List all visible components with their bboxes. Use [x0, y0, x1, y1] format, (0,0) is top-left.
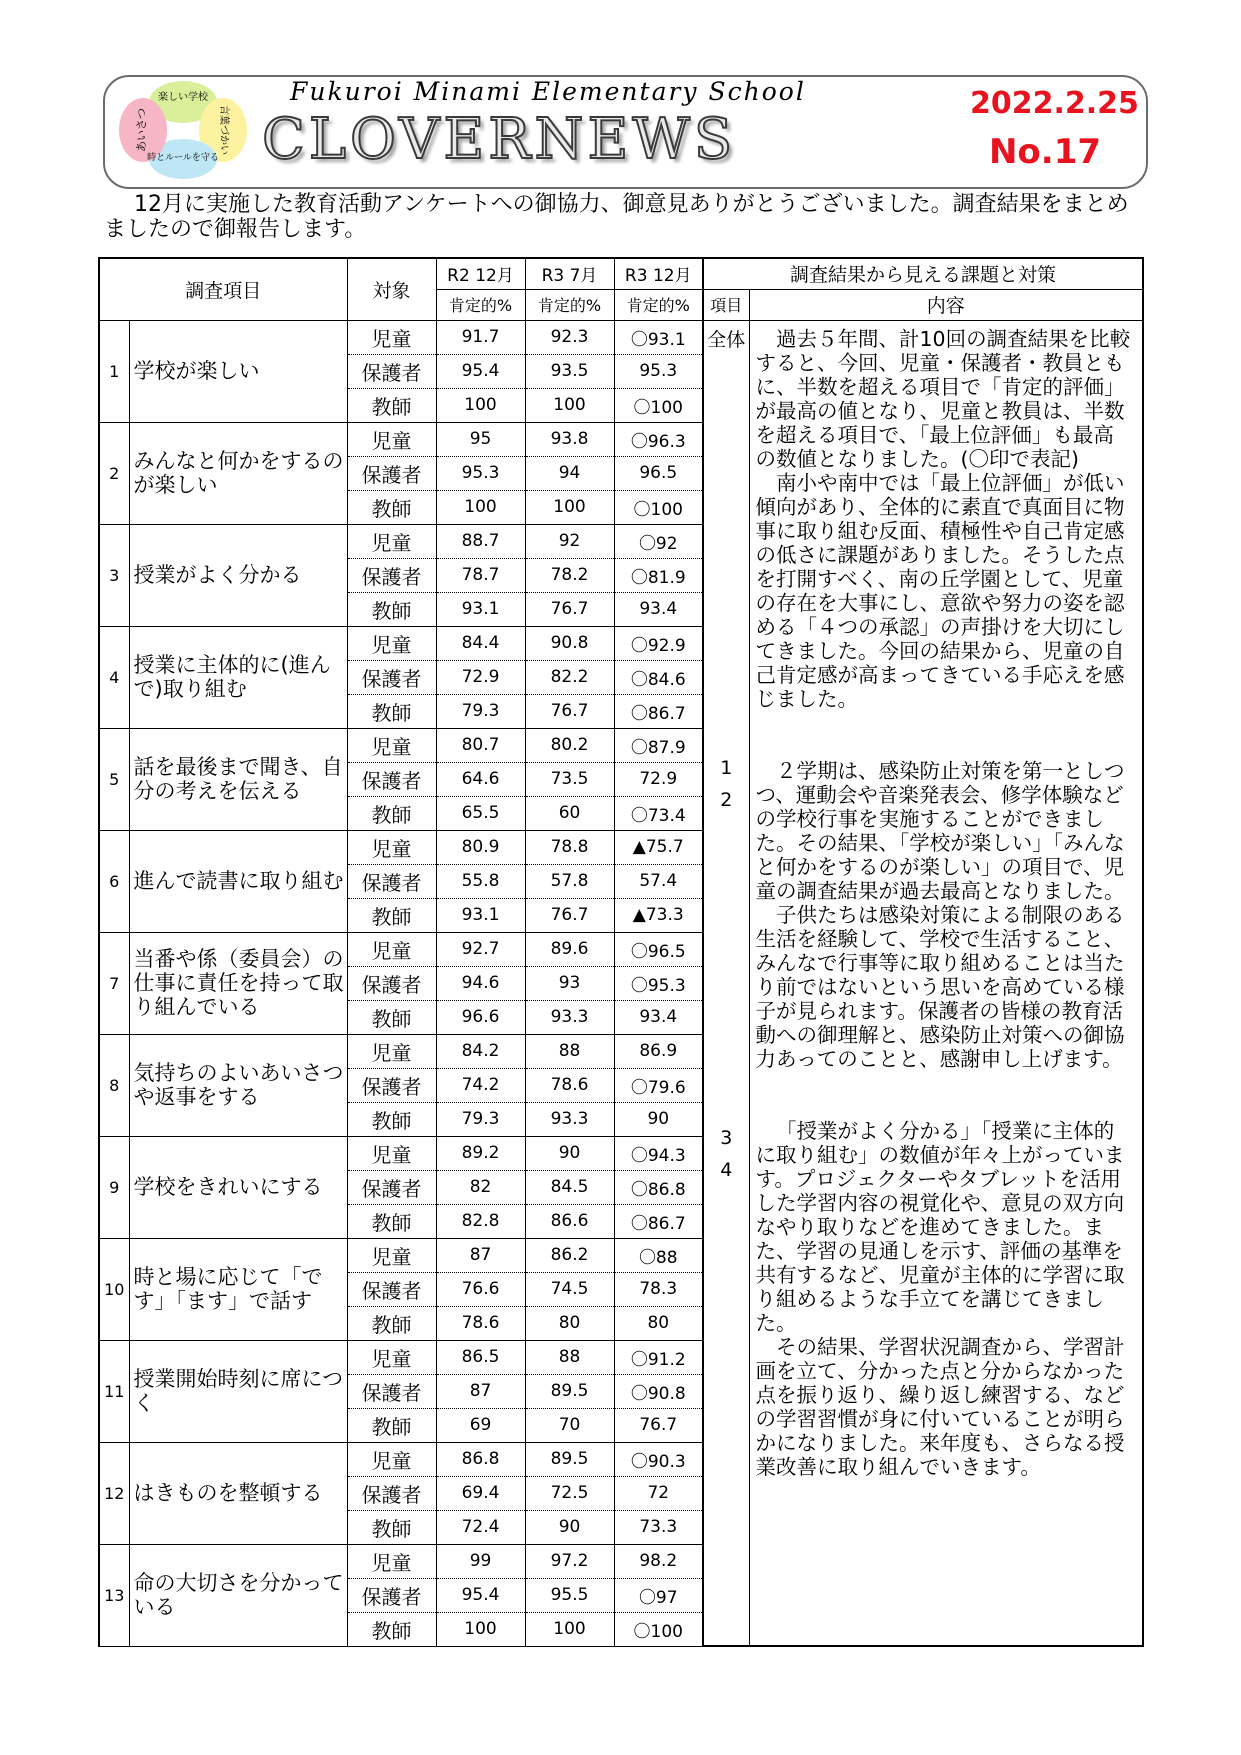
- intro-text: 12月に実施した教育活動アンケートへの御協力、御意見ありがとうございました。調査結果をまとめましたので御報告します。: [104, 192, 1129, 242]
- header-target: 対象: [347, 258, 436, 320]
- respondent-group: 教師: [347, 1000, 436, 1034]
- percent-value: 90.8: [525, 626, 614, 660]
- respondent-group: 教師: [347, 592, 436, 626]
- item-number: 11: [99, 1340, 129, 1442]
- respondent-group: 児童: [347, 1136, 436, 1170]
- newsletter-title: CLOVERNEWS: [262, 107, 737, 172]
- percent-value: 〇96.5: [614, 932, 703, 966]
- percent-value: 55.8: [436, 864, 525, 898]
- percent-value: 100: [436, 388, 525, 422]
- survey-table: [98, 257, 1144, 1647]
- percent-value: 〇94.3: [614, 1136, 703, 1170]
- survey-item: 学校が楽しい: [129, 320, 347, 422]
- percent-value: 〇86.8: [614, 1170, 703, 1204]
- percent-value: 72.5: [525, 1476, 614, 1510]
- percent-value: 〇90.3: [614, 1442, 703, 1476]
- percent-value: 93.1: [436, 592, 525, 626]
- percent-value: 〇90.8: [614, 1374, 703, 1408]
- respondent-group: 児童: [347, 1442, 436, 1476]
- respondent-group: 児童: [347, 932, 436, 966]
- respondent-group: 教師: [347, 1306, 436, 1340]
- respondent-group: 児童: [347, 830, 436, 864]
- item-number: 4: [99, 626, 129, 728]
- percent-value: 69.4: [436, 1476, 525, 1510]
- percent-value: 〇92: [614, 524, 703, 558]
- respondent-group: 保護者: [347, 966, 436, 1000]
- respondent-group: 教師: [347, 490, 436, 524]
- percent-value: 70: [525, 1408, 614, 1442]
- header-year: R2 12月: [436, 258, 525, 289]
- survey-item: みんなと何かをするのが楽しい: [129, 422, 347, 524]
- respondent-group: 保護者: [347, 1476, 436, 1510]
- percent-value: 100: [525, 388, 614, 422]
- item-number: 2: [99, 422, 129, 524]
- survey-item: 進んで読書に取り組む: [129, 830, 347, 932]
- percent-value: 82: [436, 1170, 525, 1204]
- clover-logo: [117, 80, 249, 180]
- commentary-item-mark: 全体: [707, 328, 746, 351]
- percent-value: 95.3: [436, 456, 525, 490]
- respondent-group: 教師: [347, 694, 436, 728]
- percent-value: 100: [436, 1612, 525, 1646]
- issue-date: 2022.2.25: [970, 86, 1139, 121]
- percent-value: 80.9: [436, 830, 525, 864]
- percent-value: 〇81.9: [614, 558, 703, 592]
- percent-value: 100: [525, 490, 614, 524]
- percent-value: 72: [614, 1476, 703, 1510]
- percent-value: 86.9: [614, 1034, 703, 1068]
- commentary-paragraph: 「授業がよく分かる」「授業に主体的に取り組む」の数値が年々上がっています。プロジェクターやタブレットを活用した学習内容の視覚化や、意見の双方向なやり取りなどを進めてきました。また、学習の見通しを示す、評価の基準を共有するなど、児童が主体的に学習に取り組めるような手立てを講じてきました。: [755, 1118, 1125, 1335]
- respondent-group: 児童: [347, 1034, 436, 1068]
- percent-value: 〇86.7: [614, 694, 703, 728]
- percent-value: 74.2: [436, 1068, 525, 1102]
- percent-value: 〇73.4: [614, 796, 703, 830]
- percent-value: 79.3: [436, 1102, 525, 1136]
- percent-value: 93.4: [614, 592, 703, 626]
- percent-value: 93: [525, 966, 614, 1000]
- percent-value: 96.6: [436, 1000, 525, 1034]
- percent-value: 95.4: [436, 1578, 525, 1612]
- percent-value: 〇92.9: [614, 626, 703, 660]
- percent-value: 65.5: [436, 796, 525, 830]
- percent-value: 89.5: [525, 1374, 614, 1408]
- percent-value: 79.3: [436, 694, 525, 728]
- percent-value: 〇100: [614, 490, 703, 524]
- percent-value: 95.3: [614, 354, 703, 388]
- percent-value: 82.8: [436, 1204, 525, 1238]
- percent-value: 73.3: [614, 1510, 703, 1544]
- respondent-group: 保護者: [347, 1578, 436, 1612]
- header-unit: 肯定的%: [614, 289, 703, 320]
- percent-value: 96.5: [614, 456, 703, 490]
- percent-value: 76.7: [525, 898, 614, 932]
- commentary-paragraph: ２学期は、感染防止対策を第一としつつ、運動会や音楽発表会、修学体験などの学校行事を実施することができました。その結果、「学校が楽しい」「みんなと何かをするのが楽しい」の項目で、児童の調査結果が過去最高となりました。: [755, 758, 1125, 903]
- percent-value: 93.4: [614, 1000, 703, 1034]
- respondent-group: 教師: [347, 388, 436, 422]
- commentary-content: [749, 320, 1143, 1646]
- percent-value: 〇86.7: [614, 1204, 703, 1238]
- respondent-group: 児童: [347, 320, 436, 354]
- survey-item: 授業がよく分かる: [129, 524, 347, 626]
- percent-value: 100: [436, 490, 525, 524]
- percent-value: 100: [525, 1612, 614, 1646]
- percent-value: 80.2: [525, 728, 614, 762]
- percent-value: 〇100: [614, 388, 703, 422]
- percent-value: 91.7: [436, 320, 525, 354]
- survey-item: はきものを整頓する: [129, 1442, 347, 1544]
- item-number: 8: [99, 1034, 129, 1136]
- percent-value: 93.5: [525, 354, 614, 388]
- item-number: 3: [99, 524, 129, 626]
- percent-value: 64.6: [436, 762, 525, 796]
- commentary-paragraph: 過去５年間、計10回の調査結果を比較すると、今回、児童・保護者・教員ともに、半数を超える項目で「肯定的評価」が最高の値となり、児童と教員は、半数を超える項目で、「最上位評価」も最高の数値となりました。(〇印で表記): [755, 326, 1131, 471]
- percent-value: 78.2: [525, 558, 614, 592]
- percent-value: 〇96.3: [614, 422, 703, 456]
- respondent-group: 児童: [347, 626, 436, 660]
- percent-value: ▲73.3: [614, 898, 703, 932]
- header-item: 調査項目: [99, 258, 347, 320]
- percent-value: 86.5: [436, 1340, 525, 1374]
- survey-item: 当番や係（委員会）の仕事に責任を持って取り組んでいる: [129, 932, 347, 1034]
- item-number: 9: [99, 1136, 129, 1238]
- item-number: 6: [99, 830, 129, 932]
- header-sub-item: 項目: [703, 289, 749, 320]
- percent-value: 69: [436, 1408, 525, 1442]
- survey-item: 気持ちのよいあいさつや返事をする: [129, 1034, 347, 1136]
- percent-value: 76.7: [614, 1408, 703, 1442]
- paragraph-spacer: [756, 1071, 1133, 1119]
- percent-value: 87: [436, 1374, 525, 1408]
- percent-value: 99: [436, 1544, 525, 1578]
- percent-value: 95.5: [525, 1578, 614, 1612]
- percent-value: 86.6: [525, 1204, 614, 1238]
- respondent-group: 教師: [347, 1612, 436, 1646]
- percent-value: 98.2: [614, 1544, 703, 1578]
- percent-value: 78.8: [525, 830, 614, 864]
- percent-value: 90: [614, 1102, 703, 1136]
- survey-item: 授業に主体的に(進んで)取り組む: [129, 626, 347, 728]
- percent-value: 93.3: [525, 1000, 614, 1034]
- percent-value: 〇95.3: [614, 966, 703, 1000]
- percent-value: 95.4: [436, 354, 525, 388]
- percent-value: 92.7: [436, 932, 525, 966]
- percent-value: 78.3: [614, 1272, 703, 1306]
- percent-value: 〇97: [614, 1578, 703, 1612]
- percent-value: 95: [436, 422, 525, 456]
- svg-text:あいさつ: あいさつ: [135, 108, 148, 152]
- percent-value: 〇84.6: [614, 660, 703, 694]
- percent-value: 57.4: [614, 864, 703, 898]
- commentary-item-mark: 3: [720, 1126, 733, 1149]
- percent-value: 73.5: [525, 762, 614, 796]
- percent-value: 94.6: [436, 966, 525, 1000]
- percent-value: 90: [525, 1136, 614, 1170]
- percent-value: 89.6: [525, 932, 614, 966]
- percent-value: 60: [525, 796, 614, 830]
- percent-value: 86.2: [525, 1238, 614, 1272]
- percent-value: 〇87.9: [614, 728, 703, 762]
- percent-value: 86.8: [436, 1442, 525, 1476]
- paragraph-spacer: [756, 711, 1133, 759]
- commentary-paragraph: その結果、学習状況調査から、学習計画を立て、分かった点と分からなかった点を振り返り、繰り返し練習する、などの学習習慣が身に付いていることが明らかになりました。来年度も、さらなる授業改善に取り組んでいきます。: [755, 1334, 1125, 1479]
- percent-value: 90: [525, 1510, 614, 1544]
- percent-value: 57.8: [525, 864, 614, 898]
- percent-value: 〇88: [614, 1238, 703, 1272]
- respondent-group: 保護者: [347, 864, 436, 898]
- percent-value: 76.6: [436, 1272, 525, 1306]
- commentary-item-marks: [703, 320, 749, 1646]
- respondent-group: 保護者: [347, 456, 436, 490]
- respondent-group: 教師: [347, 898, 436, 932]
- school-name: Fukuroi Minami Elementary School: [290, 77, 806, 106]
- respondent-group: 保護者: [347, 1170, 436, 1204]
- percent-value: ▲75.7: [614, 830, 703, 864]
- item-number: 1: [99, 320, 129, 422]
- respondent-group: 保護者: [347, 1374, 436, 1408]
- svg-text:時とルールを守る: 時とルールを守る: [147, 153, 219, 163]
- percent-value: 80.7: [436, 728, 525, 762]
- percent-value: 82.2: [525, 660, 614, 694]
- svg-text:言葉づかい: 言葉づかい: [218, 105, 229, 155]
- respondent-group: 教師: [347, 1510, 436, 1544]
- percent-value: 〇79.6: [614, 1068, 703, 1102]
- respondent-group: 保護者: [347, 354, 436, 388]
- percent-value: 80: [614, 1306, 703, 1340]
- percent-value: 78.7: [436, 558, 525, 592]
- percent-value: 〇100: [614, 1612, 703, 1646]
- percent-value: 89.2: [436, 1136, 525, 1170]
- percent-value: 80: [525, 1306, 614, 1340]
- percent-value: 78.6: [436, 1306, 525, 1340]
- percent-value: 74.5: [525, 1272, 614, 1306]
- header-year: R3 12月: [614, 258, 703, 289]
- respondent-group: 教師: [347, 796, 436, 830]
- table-row: [99, 320, 1143, 354]
- percent-value: 93.1: [436, 898, 525, 932]
- percent-value: 88: [525, 1340, 614, 1374]
- percent-value: 72.9: [614, 762, 703, 796]
- svg-text:楽しい学校: 楽しい学校: [158, 92, 208, 103]
- header-unit: 肯定的%: [436, 289, 525, 320]
- percent-value: 92.3: [525, 320, 614, 354]
- header-year: R3 7月: [525, 258, 614, 289]
- percent-value: 88: [525, 1034, 614, 1068]
- percent-value: 87: [436, 1238, 525, 1272]
- percent-value: 94: [525, 456, 614, 490]
- percent-value: 76.7: [525, 694, 614, 728]
- survey-item: 時と場に応じて「です」「ます」で話す: [129, 1238, 347, 1340]
- header-unit: 肯定的%: [525, 289, 614, 320]
- respondent-group: 保護者: [347, 762, 436, 796]
- percent-value: 76.7: [525, 592, 614, 626]
- item-number: 10: [99, 1238, 129, 1340]
- percent-value: 〇91.2: [614, 1340, 703, 1374]
- respondent-group: 保護者: [347, 558, 436, 592]
- survey-item: 話を最後まで聞き、自分の考えを伝える: [129, 728, 347, 830]
- percent-value: 72.4: [436, 1510, 525, 1544]
- survey-item: 授業開始時刻に席につく: [129, 1340, 347, 1442]
- item-number: 5: [99, 728, 129, 830]
- respondent-group: 保護者: [347, 1272, 436, 1306]
- percent-value: 89.5: [525, 1442, 614, 1476]
- percent-value: 93.8: [525, 422, 614, 456]
- respondent-group: 保護者: [347, 1068, 436, 1102]
- commentary-paragraph: 子供たちは感染対策による制限のある生活を経験して、学校で生活すること、みんなで行事等に取り組めることは当たり前ではないという思いを高めている様子が見られます。保護者の皆様の教育活動への御理解と、感染防止対策への御協力あってのことと、感謝申し上げます。: [755, 902, 1125, 1071]
- percent-value: 97.2: [525, 1544, 614, 1578]
- item-number: 7: [99, 932, 129, 1034]
- percent-value: 84.4: [436, 626, 525, 660]
- respondent-group: 児童: [347, 728, 436, 762]
- percent-value: 88.7: [436, 524, 525, 558]
- header-sub-content: 内容: [749, 289, 1143, 320]
- respondent-group: 教師: [347, 1204, 436, 1238]
- respondent-group: 児童: [347, 1544, 436, 1578]
- percent-value: 72.9: [436, 660, 525, 694]
- survey-item: 学校をきれいにする: [129, 1136, 347, 1238]
- respondent-group: 児童: [347, 422, 436, 456]
- percent-value: 〇93.1: [614, 320, 703, 354]
- respondent-group: 児童: [347, 524, 436, 558]
- respondent-group: 児童: [347, 1238, 436, 1272]
- commentary-item-mark: 4: [720, 1158, 733, 1181]
- respondent-group: 教師: [347, 1102, 436, 1136]
- item-number: 13: [99, 1544, 129, 1646]
- commentary-item-mark: 1: [720, 756, 733, 779]
- header-result: 調査結果から見える課題と対策: [703, 258, 1143, 289]
- respondent-group: 児童: [347, 1340, 436, 1374]
- respondent-group: 教師: [347, 1408, 436, 1442]
- percent-value: 84.5: [525, 1170, 614, 1204]
- percent-value: 92: [525, 524, 614, 558]
- respondent-group: 保護者: [347, 660, 436, 694]
- percent-value: 78.6: [525, 1068, 614, 1102]
- issue-number: No.17: [988, 132, 1102, 172]
- commentary-item-mark: 2: [720, 788, 733, 811]
- commentary-paragraph: 南小や南中では「最上位評価」が低い傾向があり、全体的に素直で真面目に物事に取り組む反面、積極性や自己肯定感の低さに課題がありました。そうした点を打開すべく、南の丘学園として、児童の存在を大事にし、意欲や努力の姿を認める「４つの承認」の声掛けを大切にしてきました。今回の結果から、児童の自己肯定感が高まってきている手応えを感じました。: [755, 470, 1125, 711]
- item-number: 12: [99, 1442, 129, 1544]
- percent-value: 93.3: [525, 1102, 614, 1136]
- survey-item: 命の大切さを分かっている: [129, 1544, 347, 1646]
- percent-value: 84.2: [436, 1034, 525, 1068]
